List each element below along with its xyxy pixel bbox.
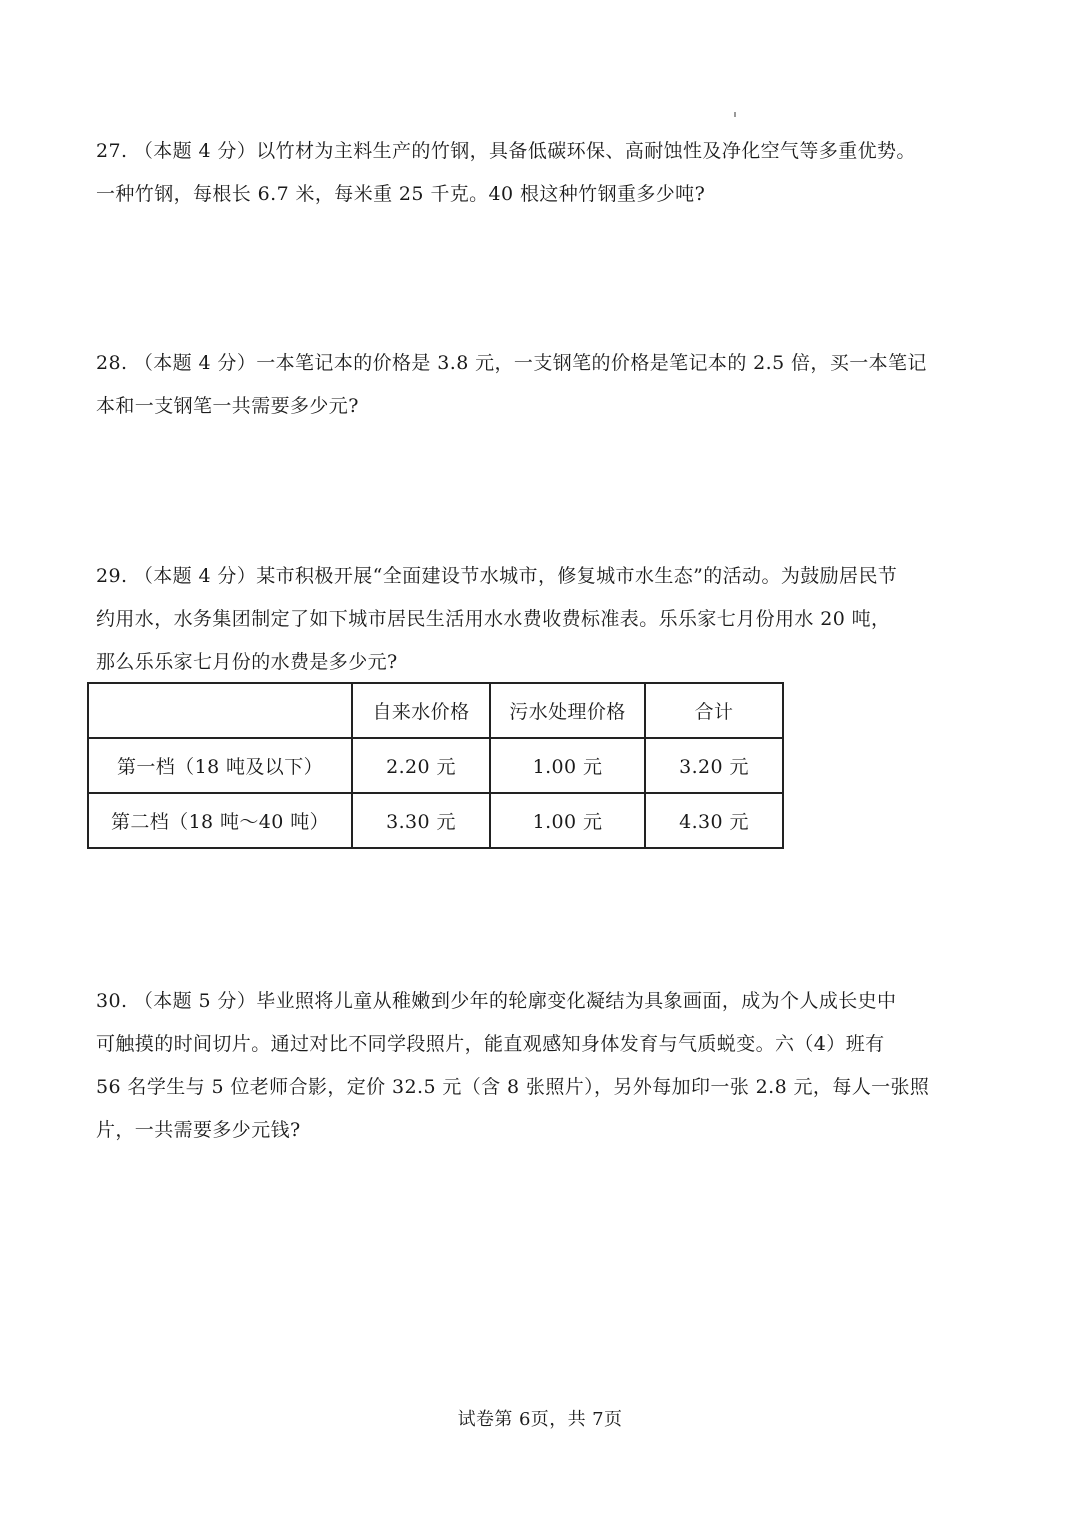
table-cell: 4.30 元 bbox=[645, 793, 783, 848]
scan-mark bbox=[734, 112, 736, 117]
question-line: 片，一共需要多少元钱? bbox=[96, 1119, 301, 1141]
table-row bbox=[88, 793, 783, 848]
question-27 bbox=[96, 130, 988, 216]
table-cell: 3.30 元 bbox=[352, 793, 490, 848]
table-row bbox=[88, 738, 783, 793]
question-line: 本和一支钢笔一共需要多少元? bbox=[96, 395, 359, 417]
table-header-cell: 自来水价格 bbox=[352, 683, 490, 738]
question-line: 30. （本题 5 分）毕业照将儿童从稚嫩到少年的轮廓变化凝结为具象画面，成为个人成长史中 bbox=[96, 990, 897, 1012]
question-line: 一种竹钢，每根长 6.7 米，每米重 25 千克。40 根这种竹钢重多少吨? bbox=[96, 183, 706, 205]
question-line: 那么乐乐家七月份的水费是多少元? bbox=[96, 651, 398, 673]
table-header-cell: 污水处理价格 bbox=[490, 683, 645, 738]
table-header-row bbox=[88, 683, 783, 738]
table-cell: 2.20 元 bbox=[352, 738, 490, 793]
page-footer: 试卷第 6页，共 7页 bbox=[457, 1409, 623, 1430]
question-30 bbox=[96, 980, 988, 1152]
table-cell: 1.00 元 bbox=[490, 738, 645, 793]
question-line: 可触摸的时间切片。通过对比不同学段照片，能直观感知身体发育与气质蜕变。六（4）班有 bbox=[96, 1033, 885, 1055]
table-cell: 1.00 元 bbox=[490, 793, 645, 848]
water-fee-table bbox=[87, 682, 784, 849]
question-28 bbox=[96, 342, 988, 428]
question-line: 29. （本题 4 分）某市积极开展“全面建设节水城市，修复城市水生态”的活动。为鼓励居民节 bbox=[96, 565, 898, 587]
question-line: 约用水，水务集团制定了如下城市居民生活用水水费收费标准表。乐乐家七月份用水 20 吨， bbox=[96, 608, 891, 630]
question-29 bbox=[96, 555, 988, 684]
question-line: 27. （本题 4 分）以竹材为主料生产的竹钢，具备低碳环保、高耐蚀性及净化空气等多重优势。 bbox=[96, 140, 916, 162]
table-cell-tier: 第二档（18 吨～40 吨） bbox=[88, 793, 352, 848]
table-header-cell-empty bbox=[88, 683, 352, 738]
question-line: 56 名学生与 5 位老师合影，定价 32.5 元（含 8 张照片），另外每加印一张 2.8 元，每人一张照 bbox=[96, 1076, 930, 1098]
table-cell: 3.20 元 bbox=[645, 738, 783, 793]
table-cell-tier: 第一档（18 吨及以下） bbox=[88, 738, 352, 793]
question-line: 28. （本题 4 分）一本笔记本的价格是 3.8 元，一支钢笔的价格是笔记本的 2.5 倍，买一本笔记 bbox=[96, 352, 927, 374]
table-header-cell: 合计 bbox=[645, 683, 783, 738]
